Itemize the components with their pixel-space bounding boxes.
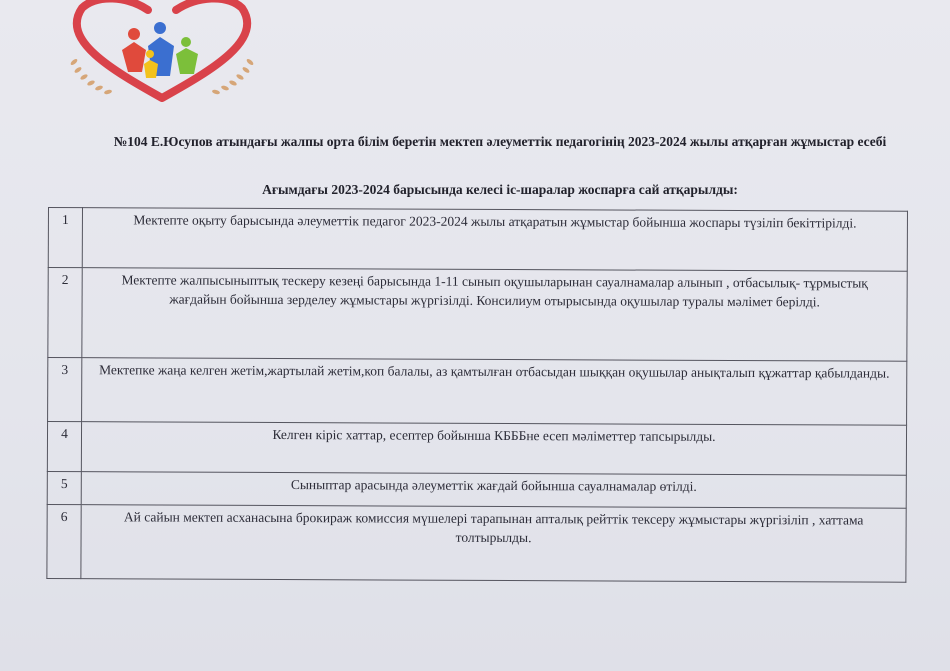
table-row — [47, 471, 906, 508]
report-title: №104 Е.Юсупов атындағы жалпы орта білім беретін мектеп әлеуметтік педагогінің 2023-2024 жылы атқарған жұмыстар есебі — [113, 134, 887, 149]
table-row — [48, 268, 907, 362]
report-subtitle: Ағымдағы 2023-2024 барысында келесі іс-шаралар жоспарға сай атқарылды: — [262, 182, 738, 197]
family-heart-logo — [52, 0, 272, 105]
family-figures-icon — [122, 22, 198, 78]
row-number: 3 — [48, 358, 82, 422]
row-text: Мектепте оқыту барысында әлеуметтік педагог 2023-2024 жылы атқаратын жұмыстар бойынша жоспары түзіліп бекіттірілді. — [82, 208, 907, 272]
row-number: 5 — [47, 471, 81, 504]
row-number: 4 — [47, 422, 81, 472]
row-text: Келген кіріс хаттар, есептер бойынша КБББне есеп мәліметтер тапсырылды. — [81, 422, 906, 476]
table-row — [48, 208, 907, 272]
row-text: Сыныптар арасында әлеуметтік жағдай бойынша сауалнамалар өтілді. — [81, 472, 906, 509]
row-text: Мектепке жаңа келген жетім,жартылай жетім,коп балалы, аз қамтылған отбасыдан шыққан оқушылар анықталып құжаттар қабылданды. — [82, 358, 907, 426]
row-number: 2 — [48, 268, 82, 358]
row-number: 6 — [47, 504, 81, 578]
activities-table — [46, 207, 908, 583]
row-text: Ай сайын мектеп асханасына брокираж комиссия мүшелері тарапынан апталық рейттік тексеру жұмыстары жүргізіліп , хаттама толтырылды. — [81, 505, 906, 583]
row-text: Мектепте жалпысыныптық тескеру кезеңі барысында 1-11 сынып оқушыларынан сауалнамалар алынып , отбасылық- тұрмыстық жағдайын бойынша зерделеу жұмыстары жүргізілді. Консилиум отырысында оқушылар туралы мәлімет берілді. — [82, 268, 907, 362]
table-row — [47, 504, 906, 582]
table-row — [48, 358, 907, 426]
table-row — [47, 422, 906, 476]
row-number: 1 — [48, 208, 82, 268]
